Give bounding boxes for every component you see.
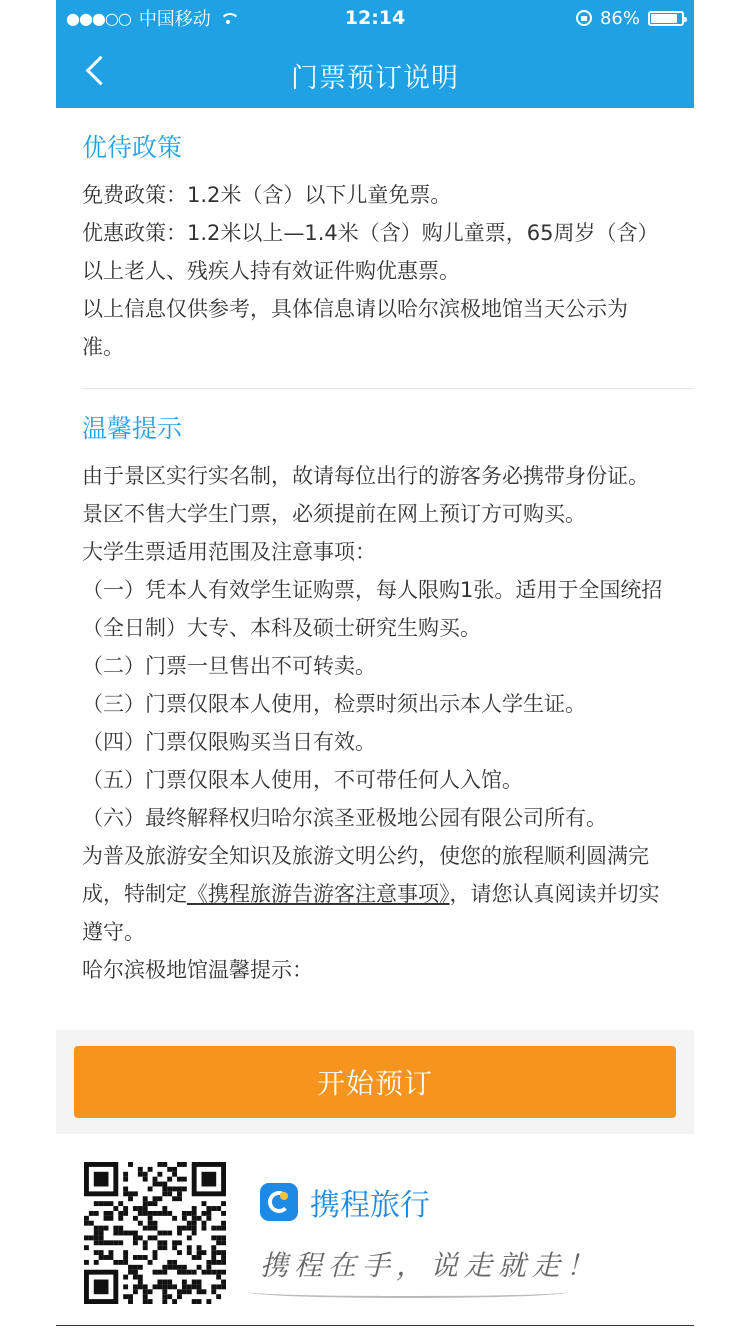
orientation-lock-icon [576, 10, 592, 26]
paragraph: 优惠政策：1.2米以上—1.4米（含）购儿童票，65周岁（含）以上老人、残疾人持有效证件购优惠票。 [82, 221, 659, 283]
paragraph: （六）最终解释权归哈尔滨圣亚极地公园有限公司所有。 [82, 806, 607, 830]
section-heading: 优待政策 [82, 133, 183, 162]
start-booking-button[interactable]: 开始预订 [74, 1046, 676, 1118]
signal-icon: ●●●○○ [66, 8, 131, 28]
battery-icon [648, 11, 684, 26]
paragraph: 大学生票适用范围及注意事项： [82, 540, 376, 564]
brand-name: 携程旅行 [310, 1188, 430, 1223]
footer-promo [56, 1134, 694, 1334]
phone-screen [56, 0, 694, 1334]
paragraph: （三）门票仅限本人使用，检票时须出示本人学生证。 [82, 692, 586, 716]
paragraph: （二）门票一旦售出不可转卖。 [82, 654, 376, 678]
paragraph: （四）门票仅限购买当日有效。 [82, 730, 376, 754]
qr-code [84, 1162, 226, 1304]
status-time: 12:14 [344, 7, 406, 29]
battery-percent: 86% [599, 7, 640, 29]
brand [260, 1180, 430, 1224]
section-heading: 温馨提示 [82, 414, 183, 443]
slogan-underline [248, 1286, 568, 1298]
paragraph: 以上信息仅供参考，具体信息请以哈尔滨极地馆当天公示为准。 [82, 297, 628, 359]
guide-paragraph [82, 837, 668, 951]
battery-fill [651, 14, 677, 23]
slogan: 携程在手，说走就走！ [260, 1249, 601, 1282]
status-right [576, 8, 684, 29]
paragraph: 景区不售大学生门票，必须提前在网上预订方可购买。 [82, 502, 586, 526]
ctrip-logo-icon [260, 1183, 298, 1221]
carrier-label: 中国移动 [138, 9, 211, 30]
status-left [66, 5, 237, 31]
guide-suffix: ，请您认真阅读并切实遵守。 [82, 882, 660, 944]
paragraph: （五）门票仅限本人使用，不可带任何人入馆。 [82, 768, 523, 792]
paragraph: 免费政策：1.2米（含）以下儿童免票。 [82, 183, 452, 207]
paragraph: （一）凭本人有效学生证购票，每人限购1张。适用于全国统招（全日制）大专、本科及硕士研究生购买。 [82, 578, 663, 640]
nav-bar [56, 36, 694, 108]
status-bar [56, 0, 694, 36]
wifi-icon [219, 12, 237, 24]
paragraph: 哈尔滨极地馆温馨提示： [82, 958, 313, 982]
guide-prefix: 为普及旅游安全知识及旅游文明公约，使您的旅程顺利圆满完成，特制定 [82, 844, 649, 906]
scroll-content[interactable] [56, 108, 694, 1030]
page-title: 门票预订说明 [291, 63, 459, 94]
tips-section [56, 389, 694, 989]
bottom-action-bar [56, 1030, 694, 1134]
divider [56, 1325, 694, 1326]
preferential-policy-section [56, 108, 694, 366]
paragraph: 由于景区实行实名制，故请每位出行的游客务必携带身份证。 [82, 464, 649, 488]
tourist-notice-link[interactable]: 《携程旅游告游客注意事项》 [187, 882, 450, 906]
